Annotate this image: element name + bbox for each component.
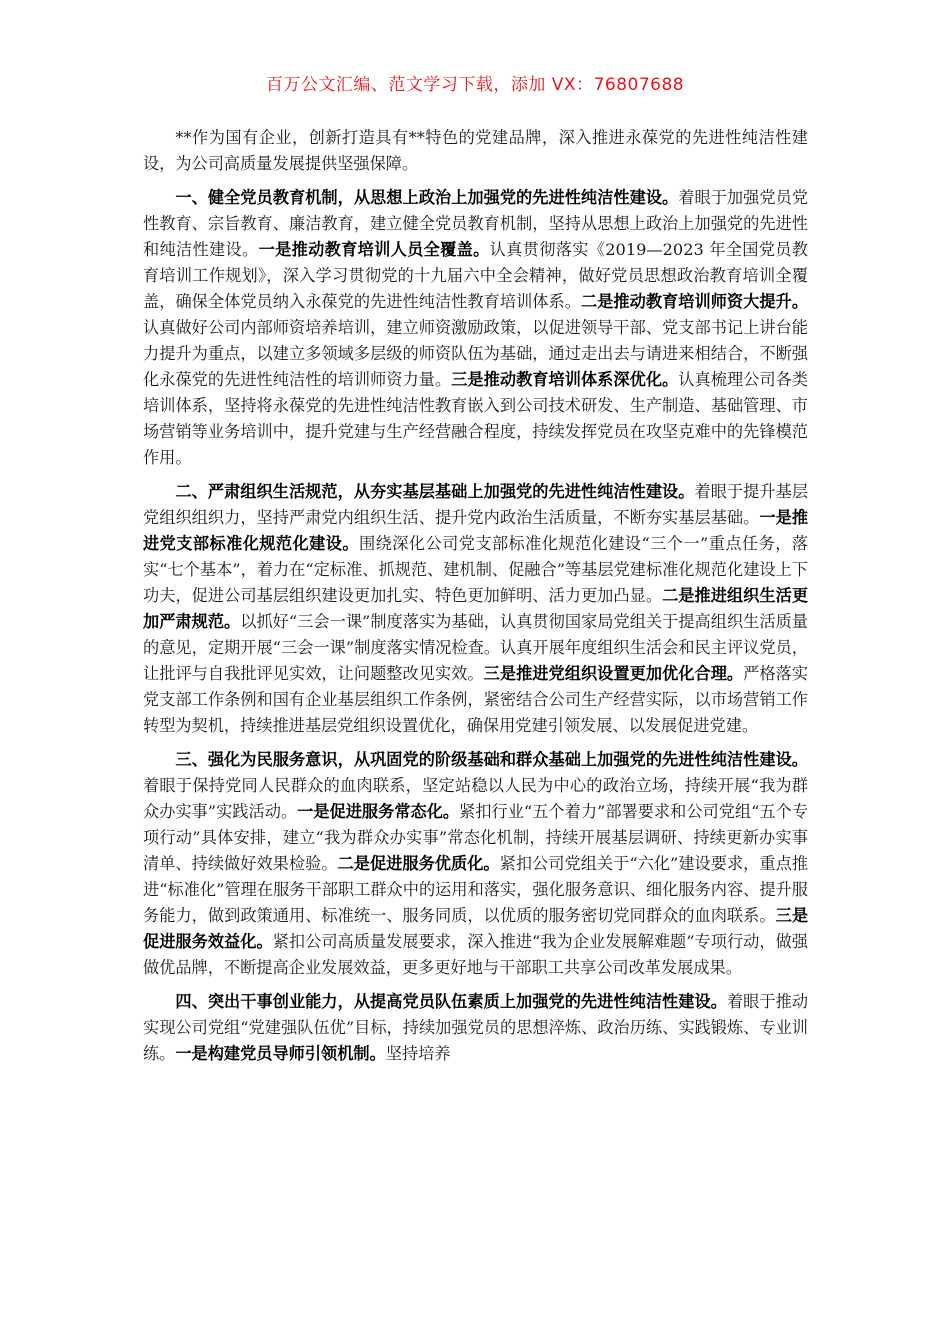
bold-heading-text: 一是推进党支部标准化规范化建设。 [143, 508, 809, 553]
bold-heading-text: 三是促进服务效益化。 [143, 906, 809, 951]
paragraph-text: 着眼于提升基层党组织组织力，坚持严肃党内组织生活、提升党内政治生活质量，不断夯实基层基础。 [143, 482, 809, 527]
bold-heading-text: 三是推动教育培训体系深优化。 [451, 370, 679, 389]
paragraph [143, 479, 808, 739]
bold-heading-text: 四、突出干事创业能力，从提高党员队伍素质上加强党的先进性纯洁性建设。 [175, 992, 727, 1011]
paragraph-text: **作为国有企业，创新打造具有**特色的党建品牌，深入推进永葆党的先进性纯洁性建设，为公司高质量发展提供坚强保障。 [143, 128, 808, 173]
bold-heading-text: 一是构建党员导师引领机制。 [175, 1044, 386, 1063]
paragraph-text: 以抓好“三会一课”制度落实为基础，认真贯彻国家局党组关于提高组织生活质量的意见，定期开展“三会一课”制度落实情况检查。认真开展年度组织生活会和民主评议党员，让批评与自我批评见实效，让问题整改见实效。 [143, 612, 808, 683]
paragraph-text: 着眼于推动实现公司党组“党建强队伍优”目标，持续加强党员的思想淬炼、政治历练、实践锻炼、专业训练。 [143, 992, 809, 1063]
bold-heading-text: 二是推动教育培训师资大提升。 [580, 292, 809, 311]
paragraph-text: 认真做好公司内部师资培养培训，建立师资激励政策，以促进领导干部、党支部书记上讲台能力提升为重点，以建立多领域多层级的师资队伍为基础，通过走出去与请进来相结合，不断强化永葆党的先进性纯洁性的培训师资力量。 [143, 318, 808, 389]
paragraph-text: 认真贯彻落实《2019—2023 年全国党员教育培训工作规划》，深入学习贯彻党的十九届六中全会精神，做好党员思想政治教育培训全覆盖，确保全体党员纳入永葆党的先进性纯洁性教育培训体系。 [143, 240, 808, 311]
paragraph-text: 严格落实党支部工作条例和国有企业基层组织工作条例，紧密结合公司生产经营实际，以市场营销工作转型为契机，持续推进基层党组织设置优化，确保用党建引领发展、以发展促进党建。 [143, 664, 809, 735]
bold-heading-text: 一、健全党员教育机制，从思想上政治上加强党的先进性纯洁性建设。 [175, 188, 679, 207]
bold-heading-text: 一是促进服务常态化。 [297, 802, 460, 821]
paragraph-text: 着眼于保持党同人民群众的血肉联系，坚定站稳以人民为中心的政治立场，持续开展“我为群众办实事”实践活动。 [143, 776, 808, 821]
paragraph-text: 认真梳理公司各类培训体系，坚持将永葆党的先进性纯洁性教育嵌入到公司技术研发、生产制造、基础管理、市场营销等业务培训中，提升党建与生产经营融合程度，持续发挥党员在攻坚克难中的先锋模范作用。 [143, 370, 809, 467]
paragraph-text: 紧扣行业“五个着力”部署要求和公司党组“五个专项行动”具体安排，建立“我为群众办实事”常态化机制，持续开展基层调研、持续更新办实事清单、持续做好效果检验。 [143, 802, 809, 873]
paragraph [143, 989, 808, 1067]
bold-heading-text: 二、严肃组织生活规范，从夯实基层基础上加强党的先进性纯洁性建设。 [175, 482, 695, 501]
paragraph [143, 747, 808, 981]
paragraph-text: 着眼于加强党员党性教育、宗旨教育、廉洁教育，建立健全党员教育机制，坚持从思想上政治上加强党的先进性和纯洁性建设。 [143, 188, 809, 259]
paragraph [143, 125, 808, 177]
paragraph-text: 围绕深化公司党支部标准化规范化建设“三个一”重点任务，落实“七个基本”，着力在“定标准、抓规范、建机制、促融合”等基层党建标准化规范化建设上下功夫，促进公司基层组织建设更加扎实、特色更加鲜明、活力更加凸显。 [143, 534, 808, 605]
paragraph [143, 185, 808, 471]
bold-heading-text: 一是推动教育培训人员全覆盖。 [258, 240, 490, 259]
bold-heading-text: 三、强化为民服务意识，从巩固党的阶级基础和群众基础上加强党的先进性纯洁性建设。 [175, 750, 808, 769]
bold-heading-text: 二是促进服务优质化。 [337, 854, 500, 873]
bold-heading-text: 三是推进党组织设置更加优化合理。 [483, 664, 744, 683]
paragraph-text: 紧扣公司党组关于“六化”建设要求，重点推进“标准化”管理在服务干部职工群众中的运用和落实，强化服务意识、细化服务内容、提升服务能力，做到政策通用、标准统一、服务同质，以优质的服务密切党同群众的血肉联系。 [143, 854, 808, 925]
document-body [143, 125, 808, 1075]
paragraph-text: 紧扣公司高质量发展要求，深入推进“我为企业发展解难题”专项行动，做强做优品牌，不断提高企业发展效益，更多更好地与干部职工共享公司改革发展成果。 [143, 932, 808, 977]
watermark-header: 百万公文汇编、范文学习下载，添加 VX：76807688 [265, 75, 685, 95]
paragraph-text: 坚持培养 [385, 1044, 451, 1063]
bold-heading-text: 二是推进组织生活更加严肃规范。 [143, 586, 809, 631]
